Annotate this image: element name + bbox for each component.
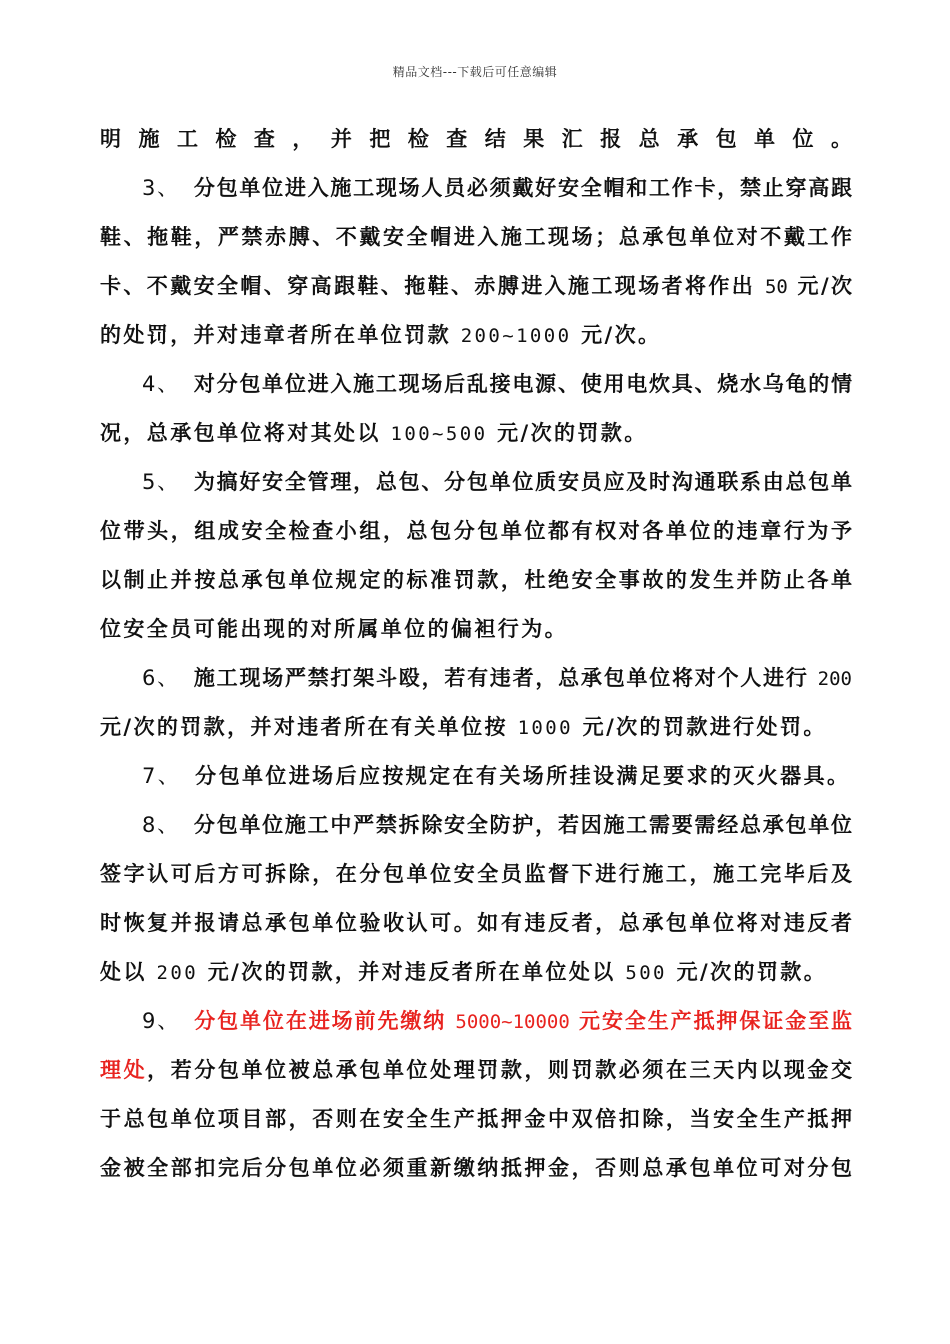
paragraph-line: 时恢复并报请总承包单位验收认可。如有违反者，总承包单位将对违反者 [100, 911, 852, 935]
paragraph-line: 以制止并按总承包单位规定的标准罚款，杜绝安全事故的发生并防止各单 [100, 568, 852, 592]
paragraph-line: 鞋、拖鞋，严禁赤膊、不戴安全帽进入施工现场；总承包单位对不戴工作 [100, 225, 852, 249]
item-number: 3、 [142, 176, 180, 200]
paragraph-line: 明施工检查，并把检查结果汇报总承包单位。 [100, 127, 852, 151]
highlighted-text: 理处 [100, 1058, 148, 1082]
item-number: 5、 [142, 470, 180, 494]
item-number: 9、 [142, 1009, 181, 1033]
paragraph-line: 3、 分包单位进入施工现场人员必须戴好安全帽和工作卡，禁止穿高跟 [142, 176, 852, 200]
paragraph-line: 的处罚，并对违章者所在单位罚款 200~1000 元/次。 [100, 323, 662, 347]
paragraph-line: 签字认可后方可拆除，在分包单位安全员监督下进行施工，施工完毕后及 [100, 862, 852, 886]
paragraph-line: 8、 分包单位施工中严禁拆除安全防护，若因施工需要需经总承包单位 [142, 813, 852, 837]
paragraph-line: 理处，若分包单位被总承包单位处理罚款，则罚款必须在三天内以现金交 [100, 1058, 853, 1082]
item-number: 4、 [142, 372, 180, 396]
paragraph-line: 4、 对分包单位进入施工现场后乱接电源、使用电炊具、烧水乌龟的情 [142, 372, 852, 396]
item-number: 6、 [142, 666, 180, 690]
item-number: 8、 [142, 813, 180, 837]
paragraph-line: 位安全员可能出现的对所属单位的偏袒行为。 [100, 617, 568, 641]
item-number: 7、 [142, 764, 182, 788]
paragraph-line [100, 997, 852, 1046]
paragraph-line: 位带头，组成安全检查小组，总包分包单位都有权对各单位的违章行为予 [100, 519, 852, 543]
paragraph-line: 6、 施工现场严禁打架斗殴，若有违者，总承包单位将对个人进行 200 [142, 666, 852, 690]
paragraph-line: 处以 200 元/次的罚款，并对违反者所在单位处以 500 元/次的罚款。 [100, 960, 828, 984]
document-body [100, 115, 852, 1193]
paragraph-line: 卡、不戴安全帽、穿高跟鞋、拖鞋、赤膊进入施工现场者将作出 50 元/次 [100, 274, 853, 298]
paragraph-line: 于总包单位项目部，否则在安全生产抵押金中双倍扣除，当安全生产抵押 [100, 1107, 852, 1131]
paragraph-line: 7、 分包单位进场后应按规定在有关场所挂设满足要求的灭火器具。 [142, 764, 851, 788]
page-header: 精品文档---下载后可任意编辑 [392, 65, 558, 79]
paragraph-line: 5、 为搞好安全管理，总包、分包单位质安员应及时沟通联系由总包单 [142, 470, 852, 494]
highlighted-text: 分包单位在进场前先缴纳 5000~10000 元安全生产抵押保证金至监 [194, 1009, 853, 1033]
paragraph-line: 元/次的罚款，并对违者所在有关单位按 1000 元/次的罚款进行处罚。 [100, 715, 827, 739]
paragraph-line: 况，总承包单位将对其处以 100~500 元/次的罚款。 [100, 421, 648, 445]
paragraph-line: 金被全部扣完后分包单位必须重新缴纳抵押金，否则总承包单位可对分包 [100, 1156, 852, 1180]
